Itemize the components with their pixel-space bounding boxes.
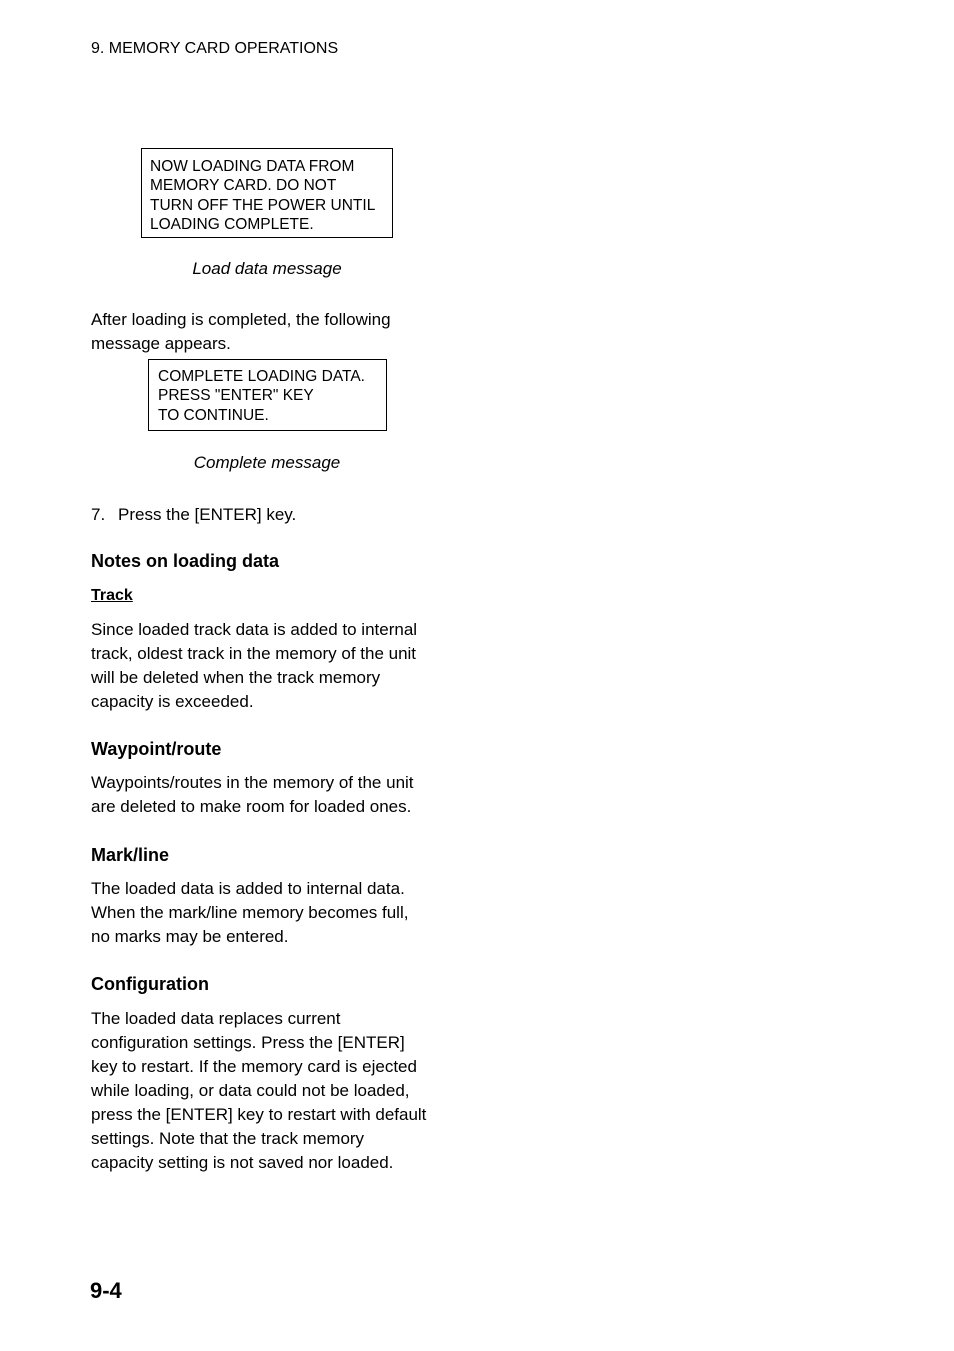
- waypoint-route-heading: Waypoint/route: [91, 739, 222, 759]
- message-line: COMPLETE LOADING DATA.: [158, 368, 365, 385]
- complete-message-box: [148, 359, 387, 431]
- paragraph-line: settings. Note that the track memory: [91, 1129, 365, 1148]
- paragraph-line: while loading, or data could not be loaded,: [91, 1081, 410, 1100]
- mark-line-heading: Mark/line: [91, 845, 170, 865]
- load-data-message-box: [141, 148, 393, 238]
- message-line: TO CONTINUE.: [158, 406, 269, 424]
- after-loading-paragraph: [91, 308, 451, 356]
- load-message-caption: Load data message: [192, 259, 342, 278]
- step-7: [91, 503, 296, 527]
- paragraph-line: capacity setting is not saved nor loaded.: [91, 1153, 394, 1172]
- paragraph-line: are deleted to make room for loaded ones.: [91, 797, 412, 816]
- message-line: PRESS "ENTER" KEY: [158, 387, 314, 405]
- paragraph-line: will be deleted when the track memory: [91, 668, 381, 687]
- step-number: 7.: [91, 505, 106, 524]
- step-text: Press the [ENTER] key.: [118, 505, 297, 524]
- track-heading: Track: [91, 587, 133, 604]
- complete-message-caption: Complete message: [193, 453, 341, 472]
- paragraph-line: The loaded data replaces current: [91, 1009, 341, 1028]
- paragraph-line: message appears.: [91, 334, 231, 353]
- paragraph-line: capacity is exceeded.: [91, 692, 254, 711]
- configuration-heading: Configuration: [91, 974, 209, 994]
- message-line: TURN OFF THE POWER UNTIL: [150, 196, 376, 214]
- message-line: LOADING COMPLETE.: [150, 215, 314, 233]
- paragraph-line: When the mark/line memory becomes full,: [91, 903, 409, 922]
- paragraph-line: configuration settings. Press the [ENTER]: [91, 1033, 405, 1052]
- paragraph-line: no marks may be entered.: [91, 927, 289, 946]
- mark-line-paragraph: [91, 877, 451, 949]
- paragraph-line: key to restart. If the memory card is ejected: [91, 1057, 417, 1076]
- notes-heading: Notes on loading data: [91, 551, 280, 571]
- paragraph-line: Since loaded track data is added to internal: [91, 620, 418, 639]
- paragraph-line: press the [ENTER] key to restart with default: [91, 1105, 427, 1124]
- track-paragraph: [91, 618, 451, 714]
- paragraph-line: After loading is completed, the following: [91, 310, 391, 329]
- paragraph-line: track, oldest track in the memory of the unit: [91, 644, 417, 663]
- paragraph-line: Waypoints/routes in the memory of the unit: [91, 773, 414, 792]
- message-line: MEMORY CARD. DO NOT: [150, 177, 337, 195]
- section-header: 9. MEMORY CARD OPERATIONS: [91, 40, 339, 57]
- configuration-paragraph: [91, 1007, 451, 1175]
- paragraph-line: The loaded data is added to internal data.: [91, 879, 405, 898]
- waypoint-route-paragraph: [91, 771, 451, 819]
- page-number: 9-4: [90, 1278, 122, 1303]
- message-line: NOW LOADING DATA FROM: [150, 158, 355, 175]
